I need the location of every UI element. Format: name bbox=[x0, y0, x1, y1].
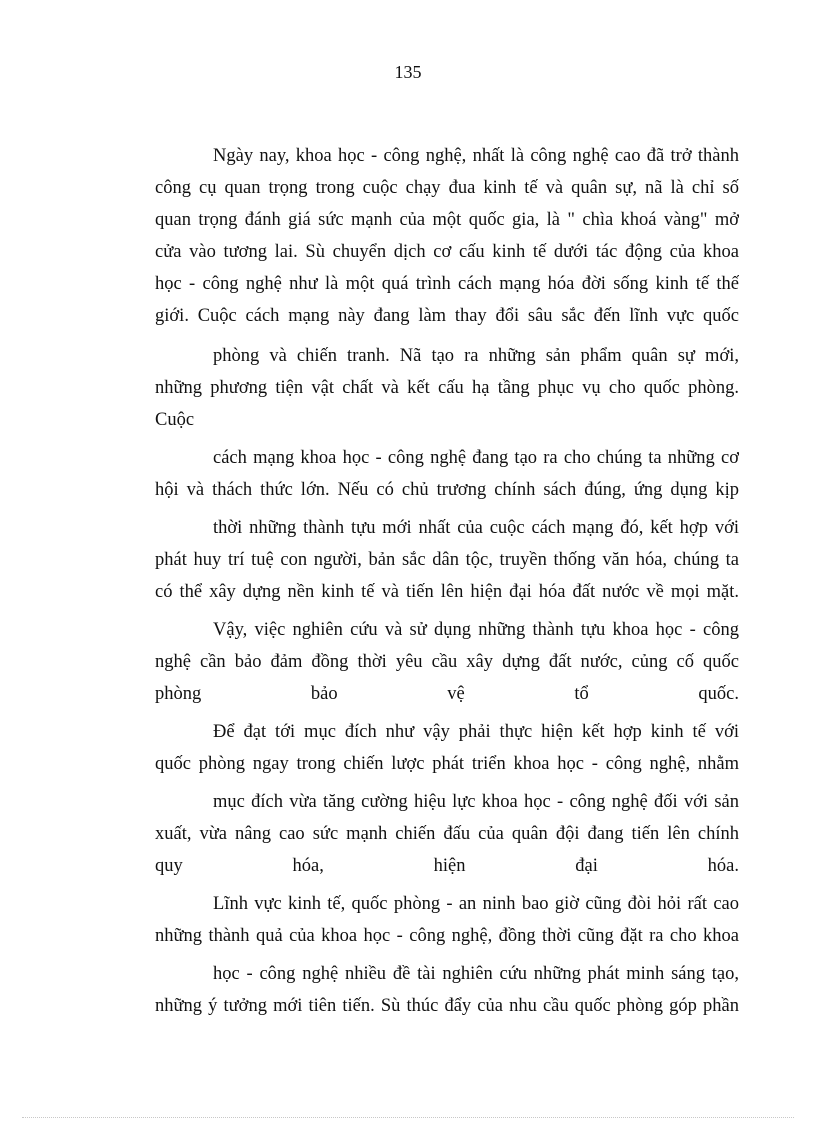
text-line: cửa vào tương lai. Sù chuyển dịch cơ cấu kinh tế dưới tác động của khoa bbox=[155, 242, 739, 262]
text-line: thời những thành tựu mới nhất của cuộc cách mạng đó, kết hợp với bbox=[213, 518, 739, 538]
text-line: những phương tiện vật chất và kết cấu hạ tầng phục vụ cho quốc phòng. bbox=[155, 378, 739, 398]
text-line: quy hóa, hiện đại hóa. bbox=[155, 856, 739, 876]
document-body bbox=[155, 140, 739, 1022]
text-line: phát huy trí tuệ con người, bản sắc dân tộc, truyền thống văn hóa, chúng ta bbox=[155, 550, 739, 570]
text-line: phòng bảo vệ tổ quốc. bbox=[155, 684, 739, 704]
text-line: quan trọng đánh giá sức mạnh của một quốc gia, là " chìa khoá vàng" mở bbox=[155, 210, 739, 230]
text-line: Vậy, việc nghiên cứu và sử dụng những thành tựu khoa học - công bbox=[213, 620, 739, 640]
text-line: Ngày nay, khoa học - công nghệ, nhất là công nghệ cao đã trở thành bbox=[213, 146, 739, 166]
text-line: quốc phòng ngay trong chiến lược phát triển khoa học - công nghệ, nhằm bbox=[155, 754, 739, 774]
text-line: giới. Cuộc cách mạng này đang làm thay đổi sâu sắc đến lĩnh vực quốc bbox=[155, 306, 739, 326]
text-line: học - công nghệ nhiều đề tài nghiên cứu những phát minh sáng tạo, bbox=[213, 964, 739, 984]
footer-divider bbox=[22, 1117, 794, 1118]
text-line: những ý tưởng mới tiên tiến. Sù thúc đẩy của nhu cầu quốc phòng góp phần bbox=[155, 996, 739, 1016]
text-line: hội và thách thức lớn. Nếu có chủ trương chính sách đúng, ứng dụng kịp bbox=[155, 480, 739, 500]
text-line: Lĩnh vực kinh tế, quốc phòng - an ninh bao giờ cũng đòi hỏi rất cao bbox=[213, 894, 739, 914]
text-line: xuất, vừa nâng cao sức mạnh chiến đấu của quân đội đang tiến lên chính bbox=[155, 824, 739, 844]
text-line: cách mạng khoa học - công nghệ đang tạo ra cho chúng ta những cơ bbox=[213, 448, 739, 468]
text-line: Để đạt tới mục đích như vậy phải thực hiện kết hợp kinh tế với bbox=[213, 722, 739, 742]
text-line: nghệ cần bảo đảm đồng thời yêu cầu xây dựng đất nước, củng cố quốc bbox=[155, 652, 739, 672]
text-line: công cụ quan trọng trong cuộc chạy đua kinh tế và quân sự, nã là chỉ số bbox=[155, 178, 739, 198]
text-line: phòng và chiến tranh. Nã tạo ra những sản phẩm quân sự mới, bbox=[213, 346, 739, 366]
text-line: những thành quả của khoa học - công nghệ, đồng thời cũng đặt ra cho khoa bbox=[155, 926, 739, 946]
text-line: mục đích vừa tăng cường hiệu lực khoa học - công nghệ đối với sản bbox=[213, 792, 739, 812]
page-number: 135 bbox=[394, 62, 422, 82]
text-line: có thể xây dựng nền kinh tế và tiến lên hiện đại hóa đất nước về mọi mặt. bbox=[155, 582, 739, 602]
text-line: học - công nghệ như là một quá trình cách mạng hóa đời sống kinh tế thế bbox=[155, 274, 739, 294]
text-line: Cuộc bbox=[155, 410, 195, 430]
